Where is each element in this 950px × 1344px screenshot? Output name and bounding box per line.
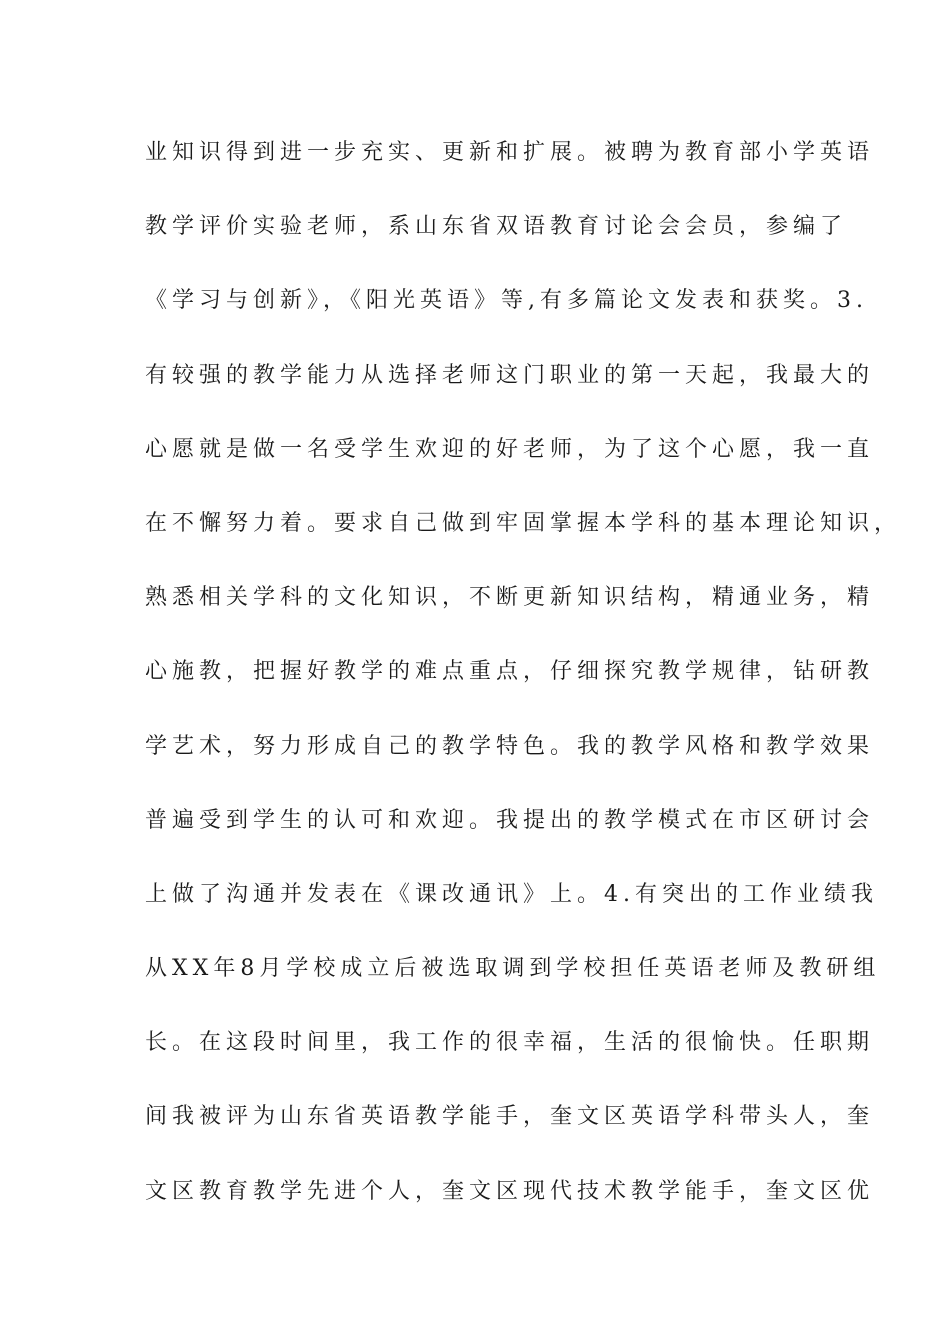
- text-line: 学艺术，努力形成自己的教学特色。我的教学风格和教学效果: [145, 733, 875, 759]
- text-line: 心愿就是做一名受学生欢迎的好老师，为了这个心愿，我一直: [145, 436, 875, 462]
- text-line: 长。在这段时间里，我工作的很幸福，生活的很愉快。任职期: [145, 1030, 875, 1056]
- text-line: 上做了沟通并发表在《课改通讯》上。4.有突出的工作业绩我: [145, 881, 878, 907]
- text-line: 业知识得到进一步充实、更新和扩展。被聘为教育部小学英语: [145, 140, 875, 165]
- text-line: 普遍受到学生的认可和欢迎。我提出的教学模式在市区研讨会: [145, 807, 875, 833]
- text-line: 文区教育教学先进个人，奎文区现代技术教学能手，奎文区优: [145, 1178, 875, 1204]
- text-line: 熟悉相关学科的文化知识，不断更新知识结构，精通业务，精: [145, 585, 875, 611]
- text-line: 在不懈努力着。要求自己做到牢固掌握本学科的基本理论知识，: [145, 510, 902, 536]
- text-line: 有较强的教学能力从选择老师这门职业的第一天起，我最大的: [145, 362, 875, 388]
- text-line: 《学习与创新》，《阳光英语》等,有多篇论文发表和获奖。3.: [145, 288, 868, 314]
- body-text: [145, 130, 902, 1243]
- text-line: 教学评价实验老师，系山东省双语教育讨论会会员，参编了: [145, 214, 848, 240]
- text-line: 间我被评为山东省英语教学能手，奎文区英语学科带头人，奎: [145, 1104, 875, 1130]
- text-line: 从XX年8月学校成立后被选取调到学校担任英语老师及教研组: [145, 956, 881, 982]
- text-line: 心施教，把握好教学的难点重点，仔细探究教学规律，钻研教: [145, 659, 875, 685]
